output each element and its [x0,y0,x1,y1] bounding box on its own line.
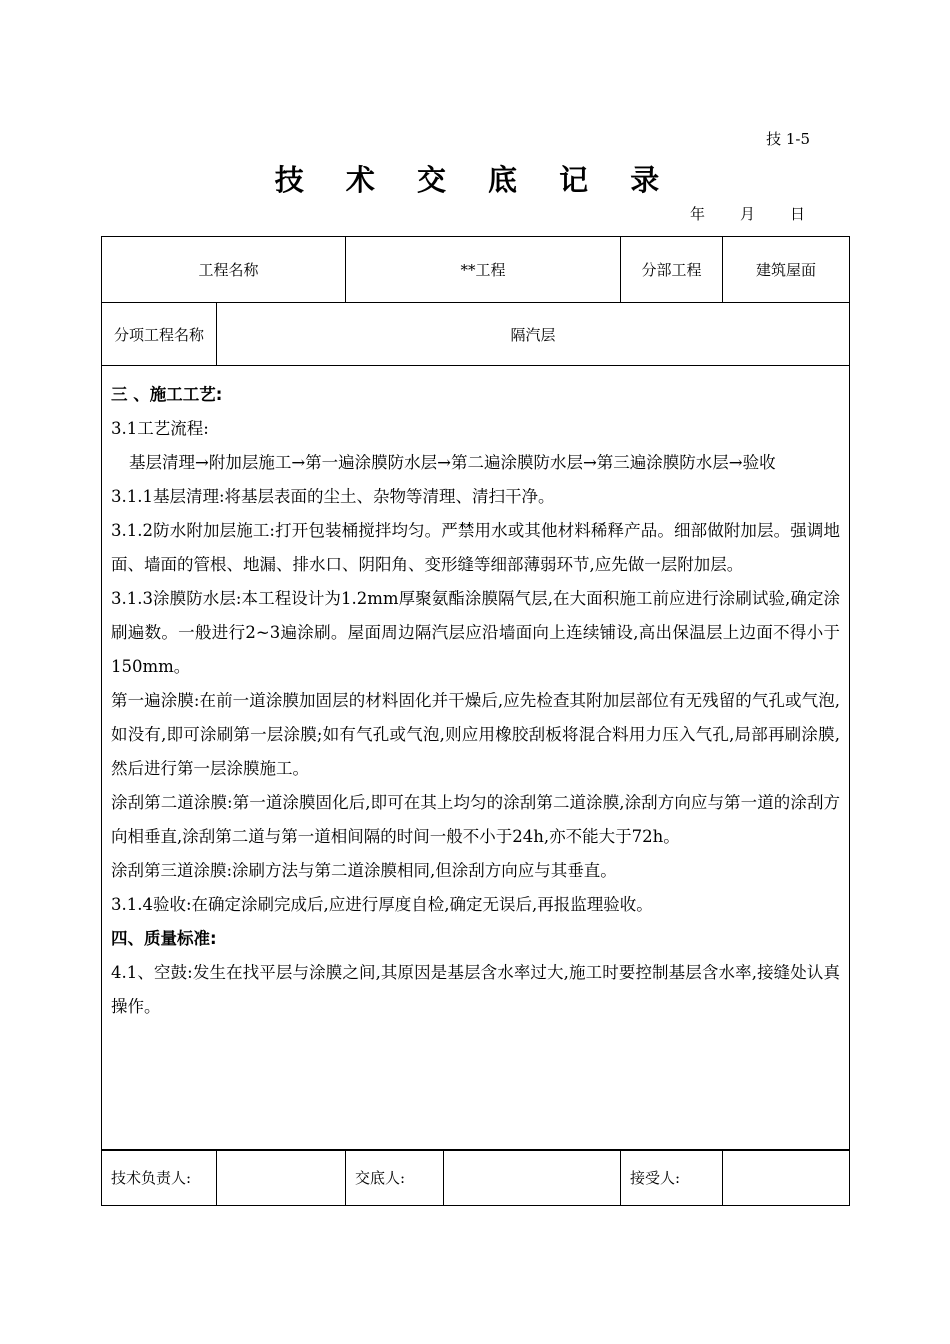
project-name-label: 工程名称 [102,237,346,303]
paragraph-process-flow: 基层清理→附加层施工→第一遍涂膜防水层→第二遍涂膜防水层→第三遍涂膜防水层→验收 [129,453,776,472]
date-line [690,203,805,224]
tech-lead-field[interactable] [217,1150,346,1206]
paragraph-second-coat: 涂刮第二道涂膜:第一道涂膜固化后,即可在其上均匀的涂刮第二道涂膜,涂刮方向应与第一道的涂刮方向相垂直,涂刮第二道与第一道相间隔的时间一般不小于24h,亦不能大于72h。 [111,793,841,846]
division-value: 建筑屋面 [723,237,850,303]
paragraph-3-1-4: 3.1.4验收:在确定涂刷完成后,应进行厚度自检,确定无误后,再报监理验收。 [111,895,653,914]
date-year-label: 年 [690,205,706,223]
date-day-label: 日 [790,205,806,223]
info-row-subitem [102,303,850,366]
content-cell [102,366,850,1151]
section3-heading: 三 、施工工艺: [111,385,223,404]
paragraph-3-1-2: 3.1.2防水附加层施工:打开包装桶搅拌均匀。严禁用水或其他材料稀释产品。细部做附加层。强调地面、墙面的管根、地漏、排水口、阴阳角、变形缝等细部薄弱环节,应先做一层附加层。 [111,521,841,574]
project-name-value: **工程 [346,237,621,303]
receiver-field[interactable] [723,1150,850,1206]
receiver-label: 接受人: [621,1150,723,1206]
disclosure-table [101,236,850,1151]
page-title: 技 术 交 底 记 录 [274,163,676,197]
paragraph-3-1-1: 3.1.1基层清理:将基层表面的尘土、杂物等清理、清扫干净。 [111,487,555,506]
paragraph-3-1: 3.1工艺流程: [111,419,209,438]
subitem-label: 分项工程名称 [102,303,217,366]
date-month-label: 月 [740,205,756,223]
paragraph-3-1-3: 3.1.3涂膜防水层:本工程设计为1.2mm厚聚氨酯涂膜隔气层,在大面积施工前应进行涂刷试验,确定涂刷遍数。一般进行2~3遍涂刷。屋面周边隔汽层应沿墙面向上连续铺设,高出保温层上边面不得小于150mm。 [111,589,841,676]
content-row [102,366,850,1151]
subitem-value: 隔汽层 [217,303,850,366]
section4-heading: 四、质量标准: [111,929,217,948]
division-label: 分部工程 [621,237,723,303]
paragraph-third-coat: 涂刮第三道涂膜:涂刷方法与第二道涂膜相同,但涂刮方向应与其垂直。 [111,861,617,880]
discloser-field[interactable] [444,1150,621,1206]
discloser-label: 交底人: [346,1150,444,1206]
signature-row [102,1150,850,1206]
document-code: 技 1-5 [766,130,810,148]
paragraph-4-1: 4.1、空鼓:发生在找平层与涂膜之间,其原因是基层含水率过大,施工时要控制基层含水率,接缝处认真操作。 [111,963,841,1016]
paragraph-first-coat: 第一遍涂膜:在前一道涂膜加固层的材料固化并干燥后,应先检查其附加层部位有无残留的气孔或气泡,如没有,即可涂刷第一层涂膜;如有气孔或气泡,则应用橡胶刮板将混合料用力压入气孔,局部再刷涂膜,然后进行第一层涂膜施工。 [111,691,841,778]
signature-table [101,1149,850,1206]
tech-lead-label: 技术负责人: [102,1150,217,1206]
info-row-project [102,237,850,303]
